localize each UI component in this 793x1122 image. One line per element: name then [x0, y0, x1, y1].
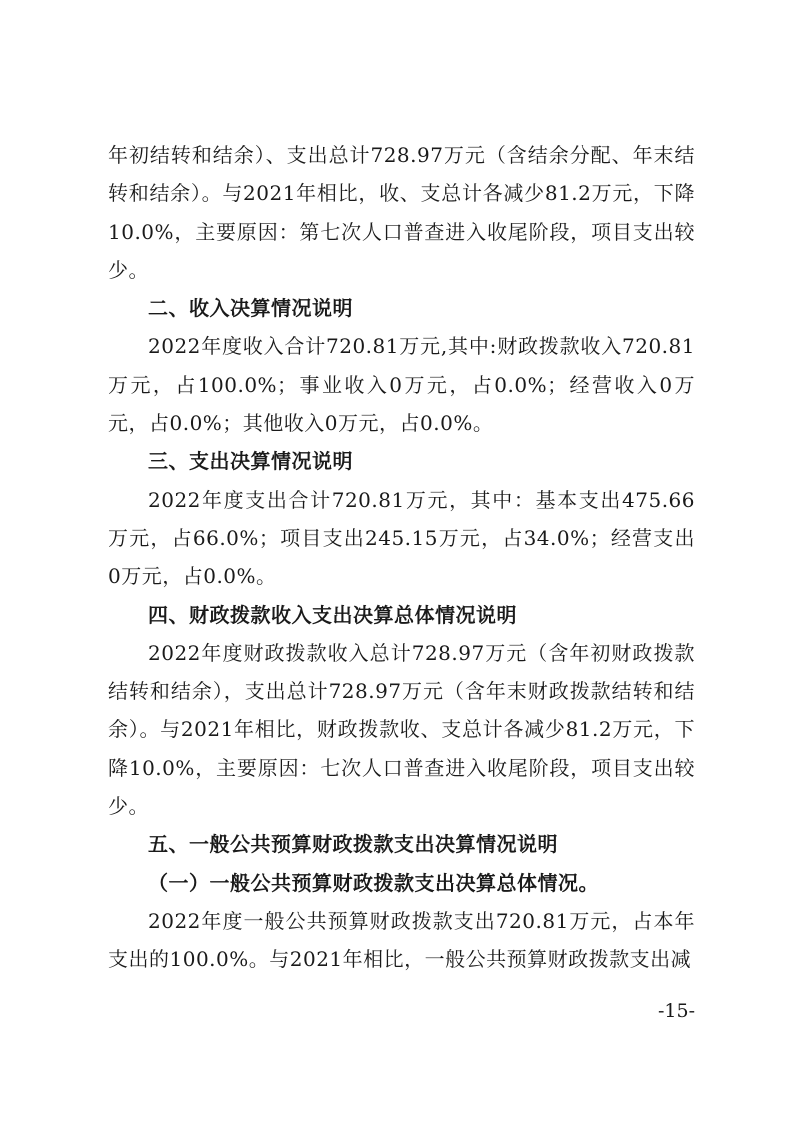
document-body — [108, 136, 695, 979]
section-heading-income: 二、收入决算情况说明 — [148, 296, 353, 321]
paragraph-income: 2022年度收入合计720.81万元,其中:财政拨款收入720.81万元，占100.0%；事业收入0万元，占0.0%；经营收入0万元，占0.0%；其他收入0万元，占0.0%。 — [108, 334, 695, 436]
paragraph-general-public-budget: 2022年度一般公共预算财政拨款支出720.81万元，占本年支出的100.0%。与2021年相比，一般公共预算财政拨款支出减 — [108, 908, 695, 972]
subsection-heading-overall: （一）一般公共预算财政拨款支出决算总体情况。 — [148, 870, 599, 895]
section-heading-fiscal-appropriation: 四、财政拨款收入支出决算总体情况说明 — [148, 602, 517, 627]
section-heading-expenditure: 三、支出决算情况说明 — [148, 449, 353, 474]
paragraph-fiscal-appropriation: 2022年度财政拨款收入总计728.97万元（含年初财政拨款结转和结余），支出总计728.97万元（含年末财政拨款结转和结余）。与2021年相比，财政拨款收、支总计各减少81.2万元，下降10.0%，主要原因：七次人口普查进入收尾阶段，项目支出较少。 — [108, 640, 695, 819]
paragraph-expenditure: 2022年度支出合计720.81万元，其中：基本支出475.66万元，占66.0%；项目支出245.15万元，占34.0%；经营支出0万元，占0.0%。 — [108, 487, 695, 589]
section-heading-general-public-budget: 五、一般公共预算财政拨款支出决算情况说明 — [148, 832, 558, 857]
page-number: -15- — [657, 1000, 695, 1022]
paragraph-total-summary-continued: 年初结转和结余）、支出总计728.97万元（含结余分配、年末结转和结余）。与2021年相比，收、支总计各减少81.2万元，下降10.0%，主要原因：第七次人口普查进入收尾阶段，项目支出较少。 — [108, 143, 695, 282]
